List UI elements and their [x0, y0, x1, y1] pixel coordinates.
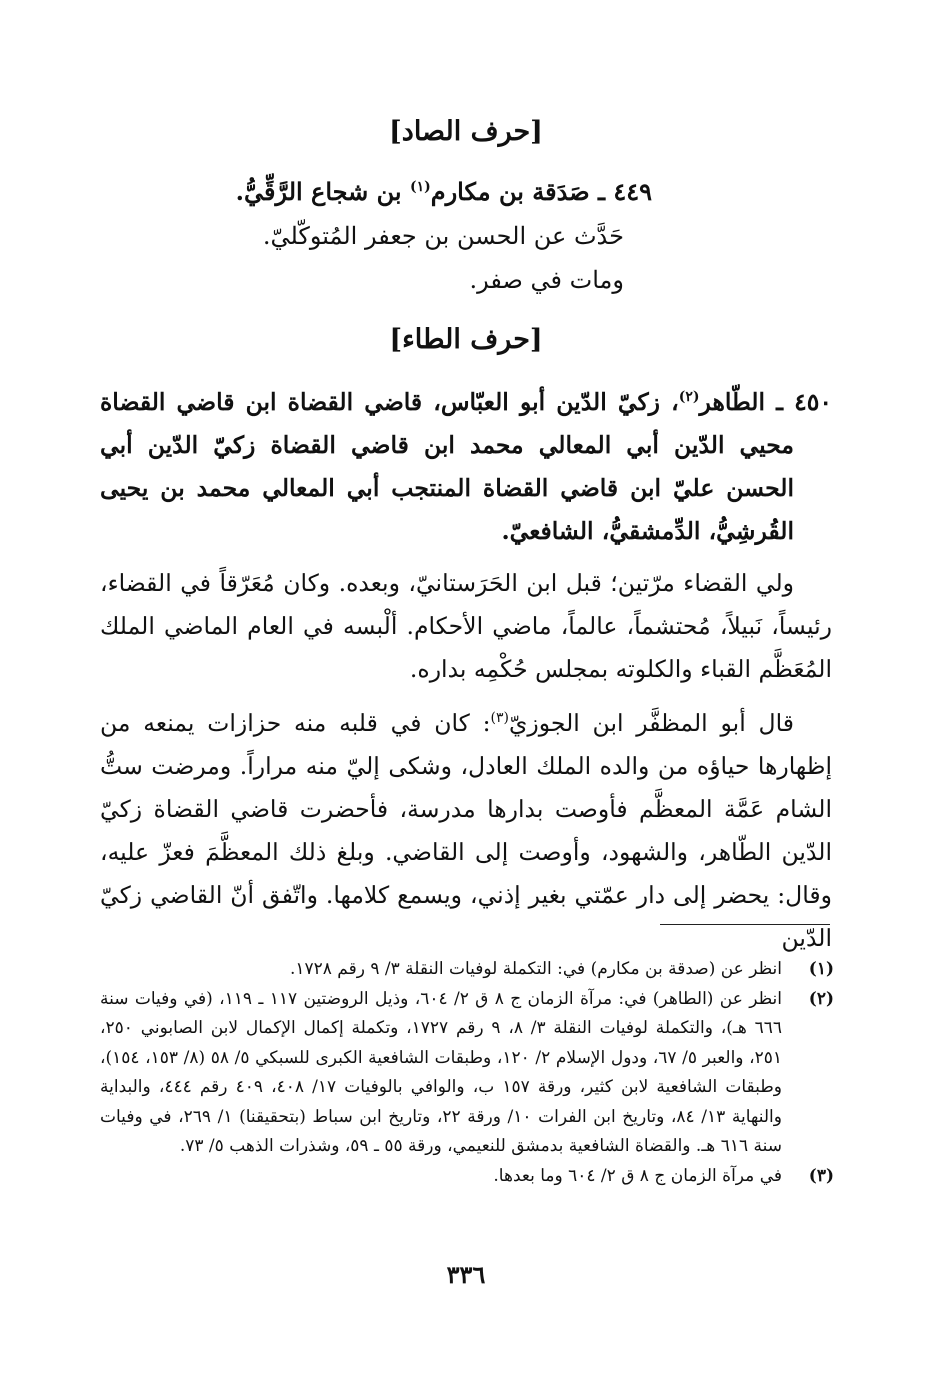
footnote-separator	[660, 924, 830, 925]
entry-450-paragraph-2	[100, 702, 832, 960]
footnote-2-text: انظر عن (الطاهر) في: مرآة الزمان ج ٨ ق ٢/ ٦٠٤، وذيل الروضتين ١١٧ ـ ١١٩، (في وفيات سنة ٦٦٦ هـ)، والتكملة لوفيات النقلة ٣/ ٨، ٩ رقم ١٧٢٧، وتكملة إكمال الإكمال لابن الصابوني ٢٥٠، ٢٥١، والعبر ٥/ ٦٧، ودول الإسلام ٢/ ١٢٠، وطبقات الشافعية الكبرى للسبكي ٥/ ٥٨ (٨/ ١٥٣، ١٥٤)، وطبقات الشافعية لابن كثير، ورقة ١٥٧ ب، والوافي بالوفيات ١٧/ ٤٠٨، ٤٠٩ رقم ٤٤٤، والبداية والنهاية ١٣/ ٨٤، وتاريخ ابن الفرات ١٠/ ورقة ٢٢، وتاريخ ابن سباط (بتحقيقنا) ١/ ٢٦٩، في وفيات سنة ٦١٦ هـ. والقضاة الشافعية بدمشق للنعيمي، ورقة ٥٥ ـ ٥٩، وشذرات الذهب ٥/ ٧٣.	[100, 988, 783, 1156]
entry-450-title	[100, 381, 832, 553]
footnote-ref-1: (١)	[409, 179, 431, 195]
entry-450-paragraph-1: ولي القضاء مرّتين؛ قبل ابن الحَرَستانيّ، وبعده. وكان مُعَرّقاً في القضاء، رئيساً، نَبيلاً، مُحتشماً، عالماً، ماضي الأحكام. ألْبسه في العام الماضي الملك المُعَظَّم القباء والكلوته بمجلس حُكْمِه بداره.	[100, 569, 832, 683]
entry-449-line-3: ومات في صفر.	[469, 266, 624, 294]
entry-449	[100, 170, 832, 302]
entry-449-lineage: بن شجاع الرَّقِّيُّ.	[235, 177, 402, 206]
entry-450	[100, 381, 832, 960]
entry-450-lineage: ، زكيّ الدّين أبو العبّاس، قاضي القضاة ابن قاضي القضاة محيي الدّين أبي المعالي محمد ابن قاضي القضاة زكيّ الدّين أبي الحسن عليّ ابن قاضي القضاة المنتجب أبي المعالي محمد بن يحيى القُرشِيُّ، الدِّمشقيُّ، الشافعيّ.	[100, 388, 794, 545]
footnotes	[100, 955, 834, 1191]
footnote-ref-3: (٣)	[490, 710, 510, 727]
entry-449-line-2: حَدَّث عن الحسن بن جعفر المُتوكّليّ.	[262, 222, 624, 250]
footnote-3	[100, 1162, 834, 1192]
footnote-2	[100, 985, 834, 1162]
entry-450-name: الطّاهر	[699, 388, 765, 416]
entry-449-name: صَدَقة بن مكارم	[430, 177, 590, 206]
footnote-ref-2: (٢)	[678, 389, 700, 406]
section-heading-sad: [حرف الصاد]	[389, 116, 543, 147]
section-heading-ta: [حرف الطاء]	[389, 324, 543, 355]
entry-450-number: ٤٥٠ ـ	[776, 388, 832, 416]
footnote-3-text: في مرآة الزمان ج ٨ ق ٢/ ٦٠٤ وما بعدها.	[493, 1165, 782, 1186]
footnote-2-number: (٢)	[808, 988, 834, 1009]
entry-449-title	[100, 170, 832, 214]
quote-text: : كان في قلبه منه حزازات يمنعه من إظهارها حياؤه من والده الملك العادل، وشكى إليّ منه مراراً. ومرضت ستُّ الشام عَمَّة المعظَّم فأوصت بدارها مدرسة، فأحضرت قاضي القضاة زكيّ الدّين الطّاهر، والشهود، وأوصت إلى القاضي. وبلغ ذلك المعظَّمَ فعزّ عليه، وقال: يحضر إلى دار عمّتي بغير إذني، ويسمع كلامها. واتّفق أنّ القاضي زكيّ الدّين	[100, 709, 832, 952]
footnote-1-number: (١)	[808, 959, 834, 979]
page-number: ٣٣٦	[446, 1260, 486, 1289]
footnote-3-number: (٣)	[808, 1165, 834, 1186]
entry-449-number: ٤٤٩ ـ	[597, 177, 652, 206]
quote-author: قال أبو المظفَّر ابن الجوزيّ	[509, 709, 794, 737]
footnote-1	[100, 955, 834, 985]
footnote-1-text: انظر عن (صدقة بن مكارم) في: التكملة لوفيات النقلة ٣/ ٩ رقم ١٧٢٨.	[289, 959, 782, 979]
